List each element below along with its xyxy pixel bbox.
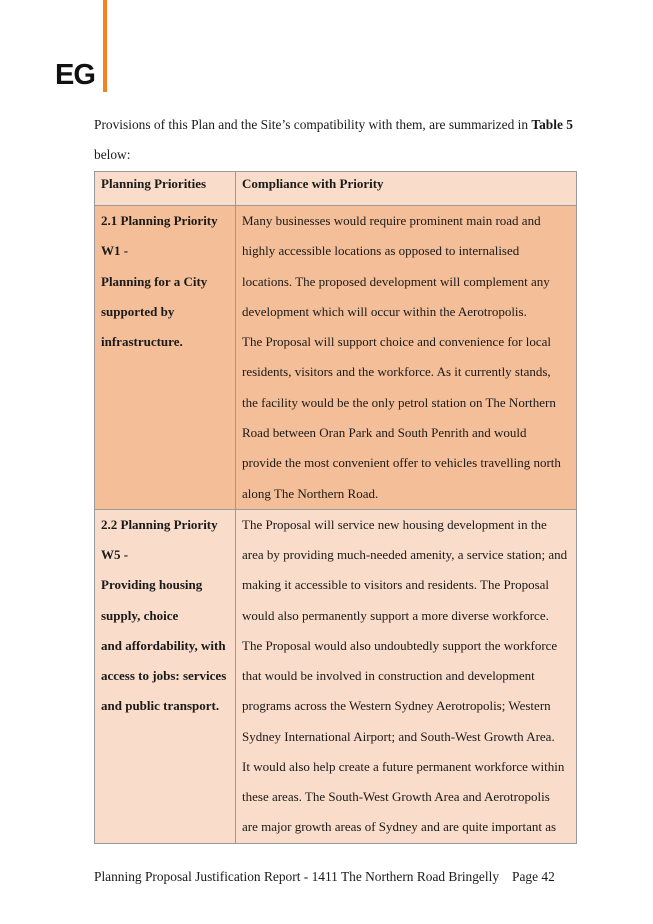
priority-line: Planning for a City: [101, 273, 208, 289]
compliance-line: Road between Oran Park and South Penrith and would: [242, 425, 527, 441]
priority-line: W5 -: [101, 547, 129, 563]
priority-line: and affordability, with: [101, 637, 226, 653]
priority-line: access to jobs: services: [101, 668, 227, 684]
compliance-line: The Proposal would also undoubtedly support the workforce: [242, 637, 558, 653]
compliance-line: locations. The proposed development will complement any: [242, 273, 550, 289]
compliance-line: It would also help create a future permanent workforce within: [242, 758, 565, 774]
compliance-line: Many businesses would require prominent main road and: [242, 213, 541, 228]
table-row: [95, 206, 577, 510]
priority-line: Providing housing: [101, 577, 203, 593]
table-row: [95, 509, 577, 843]
priority-line: supply, choice: [101, 607, 179, 623]
footer-page-number: Page 42: [512, 869, 555, 884]
priority-line: and public transport.: [101, 698, 220, 714]
priority-line: 2.2 Planning Priority: [101, 516, 218, 532]
compliance-line: highly accessible locations as opposed to internalised: [242, 243, 520, 259]
priority-line: supported by: [101, 303, 175, 319]
intro-line-2: below:: [94, 147, 131, 162]
planning-priorities-table: [94, 171, 577, 844]
priority-line: 2.1 Planning Priority: [101, 213, 218, 228]
compliance-line: development which will occur within the Aerotropolis.: [242, 303, 527, 319]
table-reference: Table 5: [531, 117, 573, 132]
compliance-line: residents, visitors and the workforce. As it currently stands,: [242, 364, 551, 380]
header-compliance: Compliance with Priority: [236, 172, 577, 206]
compliance-line: would also permanently support a more diverse workforce.: [242, 607, 549, 623]
compliance-line: these areas. The South-West Growth Area and Aerotropolis: [242, 789, 550, 805]
compliance-line: programs across the Western Sydney Aerotropolis; Western: [242, 698, 551, 714]
priority-line: W1 -: [101, 243, 129, 259]
priority-cell: [95, 206, 236, 510]
logo-accent-bar: [103, 0, 107, 92]
priority-cell: [95, 509, 236, 843]
intro-text: Provisions of this Plan and the Site’s compatibility with them, are summarized in: [94, 117, 532, 132]
compliance-line: the facility would be the only petrol station on The Northern: [242, 394, 556, 410]
compliance-line: along The Northern Road.: [242, 485, 379, 501]
compliance-cell: [236, 206, 577, 510]
table-header-row: [95, 172, 577, 206]
priority-line: infrastructure.: [101, 334, 183, 350]
compliance-line: provide the most convenient offer to vehicles travelling north: [242, 455, 561, 471]
compliance-line: that would be involved in construction and development: [242, 668, 535, 684]
footer-report-title: Planning Proposal Justification Report - 1411 The Northern Road Bringelly: [94, 869, 500, 884]
compliance-line: The Proposal will service new housing development in the: [242, 516, 547, 532]
logo-text: EG: [55, 59, 95, 91]
compliance-line: are major growth areas of Sydney and are quite important as: [242, 819, 557, 835]
compliance-line: area by providing much-needed amenity, a service station; and: [242, 547, 568, 563]
company-logo: [55, 0, 125, 95]
compliance-line: The Proposal will support choice and convenience for local: [242, 334, 552, 350]
header-planning-priorities: Planning Priorities: [95, 172, 236, 206]
compliance-cell: [236, 509, 577, 843]
intro-line-1: [94, 110, 582, 140]
intro-paragraph: [94, 110, 582, 170]
compliance-line: making it accessible to visitors and residents. The Proposal: [242, 577, 550, 593]
compliance-line: Sydney International Airport; and South-West Growth Area.: [242, 728, 555, 744]
